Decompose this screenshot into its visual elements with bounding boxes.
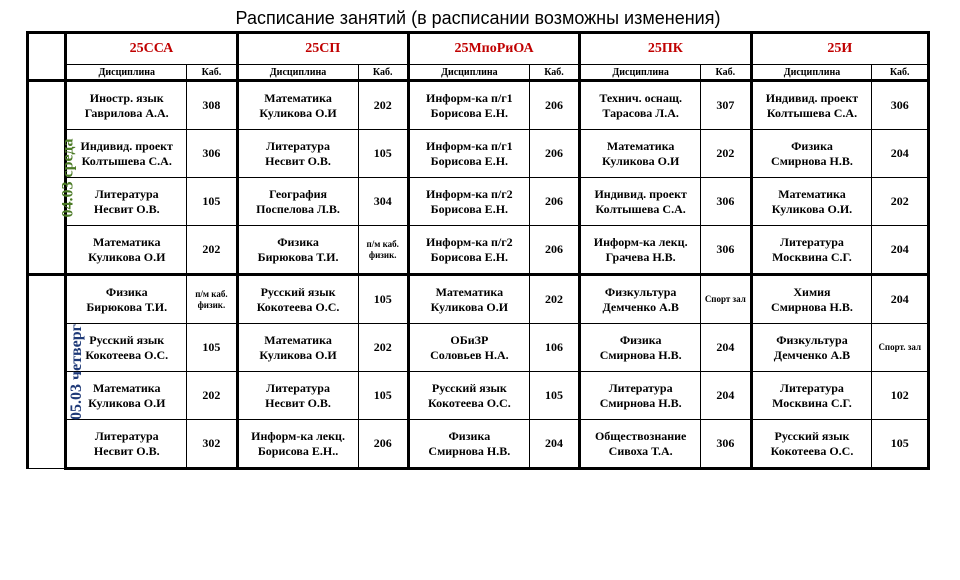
subject: Математика (92, 234, 161, 249)
teacher: Смирнова Н.В. (599, 347, 682, 362)
subject: Физкультура (604, 284, 677, 299)
room-cell: 204 (701, 372, 751, 420)
room-cell: п/м каб. физик. (187, 275, 237, 324)
teacher: Несвит О.В. (265, 395, 331, 410)
room-cell: 307 (701, 81, 751, 130)
subject: Математика (435, 284, 504, 299)
teacher: Смирнова Н.В. (771, 299, 853, 314)
lesson-cell (237, 226, 358, 275)
teacher: Куликова О.И (259, 347, 337, 362)
subject: Информ-ка п/г1 (426, 90, 513, 105)
subject: Русский язык (89, 332, 165, 347)
day-label: 04.03 среда (59, 138, 77, 217)
teacher: Бирюкова Т.И. (86, 299, 168, 314)
subject: Литература (780, 234, 844, 249)
subject: Информ-ка п/г1 (426, 138, 513, 153)
subject: Литература (608, 380, 673, 395)
lesson-cell (408, 130, 529, 178)
lesson-cell (66, 178, 187, 226)
room-cell: 202 (187, 372, 237, 420)
subject: Информ-ка лекц. (251, 428, 345, 443)
room-cell: 105 (187, 324, 237, 372)
day-label-cell (28, 275, 85, 469)
table-row (28, 226, 929, 275)
subject: Химия (793, 284, 831, 299)
room-cell: п/м каб. физик. (358, 226, 408, 275)
subject: Технич. оснащ. (599, 90, 682, 105)
subject: Русский язык (431, 380, 507, 395)
subject: Русский язык (260, 284, 336, 299)
subject: Математика (264, 90, 332, 105)
teacher: Колтышева С.А. (766, 105, 858, 120)
teacher: Колтышева С.А. (81, 153, 172, 168)
room-cell: 306 (872, 81, 929, 130)
group-header: 25МпоРиОА (408, 33, 579, 65)
teacher: Москвина С.Г. (772, 249, 852, 264)
lesson-cell (408, 372, 529, 420)
lesson-cell (580, 420, 701, 469)
teacher: Борисова Е.Н. (430, 249, 509, 264)
subject: Физика (105, 284, 148, 299)
teacher: Куликова О.И (430, 299, 509, 314)
teacher: Несвит О.В. (93, 443, 160, 458)
room-header: Каб. (358, 65, 408, 81)
subject: Математика (264, 332, 332, 347)
lesson-cell (237, 178, 358, 226)
room-header: Каб. (529, 65, 579, 81)
room-cell: 204 (872, 275, 929, 324)
discipline-header: Дисциплина (580, 65, 701, 81)
lesson-cell (66, 81, 187, 130)
teacher: Поспелова Л.В. (256, 201, 340, 216)
group-header: 25И (751, 33, 928, 65)
subject: Литература (266, 138, 330, 153)
lesson-cell (751, 81, 872, 130)
room-cell: 304 (358, 178, 408, 226)
subject: Обществознание (594, 428, 687, 443)
teacher: Борисова Е.Н. (430, 201, 509, 216)
lesson-cell (580, 81, 701, 130)
table-row (28, 275, 929, 324)
lesson-cell (66, 130, 187, 178)
teacher: Куликова О.И (259, 105, 337, 120)
teacher: Куликова О.И (601, 153, 680, 168)
room-cell: 204 (872, 226, 929, 275)
lesson-cell (408, 324, 529, 372)
room-cell: Спорт. зал (872, 324, 929, 372)
room-cell: Спорт зал (701, 275, 751, 324)
room-cell: 105 (358, 372, 408, 420)
room-cell: 206 (358, 420, 408, 469)
page-title: Расписание занятий (в расписании возможны изменения) (235, 8, 721, 28)
subject: Информ-ка п/г2 (426, 186, 513, 201)
room-cell: 306 (701, 226, 751, 275)
room-cell: 308 (187, 81, 237, 130)
table-row (28, 178, 929, 226)
room-cell: 105 (529, 372, 579, 420)
room-cell: 206 (529, 178, 579, 226)
room-cell: 202 (701, 130, 751, 178)
discipline-header: Дисциплина (751, 65, 872, 81)
teacher: Кокотеева О.С. (427, 395, 511, 410)
subject: Литература (266, 380, 330, 395)
room-cell: 204 (701, 324, 751, 372)
lesson-cell (580, 275, 701, 324)
group-header: 25ПК (580, 33, 751, 65)
day-label: 05.03 четверг (67, 324, 85, 420)
lesson-cell (66, 420, 187, 469)
room-cell: 204 (529, 420, 579, 469)
subject: Литература (94, 186, 159, 201)
lesson-cell (237, 130, 358, 178)
table-row (28, 130, 929, 178)
lesson-cell (751, 420, 872, 469)
room-cell: 306 (701, 178, 751, 226)
teacher: Борисова Е.Н. (430, 153, 509, 168)
lesson-cell (237, 372, 358, 420)
room-cell: 302 (187, 420, 237, 469)
teacher: Куликова О.И. (771, 201, 853, 216)
teacher: Кокотеева О.С. (256, 299, 340, 314)
column-header-row (28, 65, 929, 81)
lesson-cell (580, 178, 701, 226)
room-cell: 202 (358, 324, 408, 372)
lesson-cell (237, 324, 358, 372)
teacher: Борисова Е.Н. (430, 105, 509, 120)
subject: Литература (780, 380, 844, 395)
table-row (28, 81, 929, 130)
subject: Математика (606, 138, 675, 153)
subject: Русский язык (774, 428, 850, 443)
room-cell: 202 (187, 226, 237, 275)
subject: Литература (94, 428, 159, 443)
lesson-cell (408, 81, 529, 130)
room-header: Каб. (701, 65, 751, 81)
subject: Физика (791, 138, 833, 153)
lesson-cell (751, 130, 872, 178)
teacher: Смирнова Н.В. (771, 153, 853, 168)
subject: География (269, 186, 327, 201)
subject: Индивид. проект (594, 186, 687, 201)
group-header: 25СП (237, 33, 408, 65)
teacher: Соловьев Н.А. (430, 347, 509, 362)
teacher: Кокотеева О.С. (770, 443, 854, 458)
subject: ОБиЗР (450, 332, 489, 347)
lesson-cell (580, 226, 701, 275)
lesson-cell (237, 420, 358, 469)
room-cell: 106 (529, 324, 579, 372)
teacher: Грачева Н.В. (605, 249, 676, 264)
subject: Физкультура (776, 332, 848, 347)
teacher: Колтышева С.А. (595, 201, 686, 216)
lesson-cell (751, 275, 872, 324)
subject: Физика (619, 332, 662, 347)
discipline-header: Дисциплина (237, 65, 358, 81)
room-cell: 204 (872, 130, 929, 178)
lesson-cell (408, 275, 529, 324)
table-row (28, 372, 929, 420)
lesson-cell (408, 178, 529, 226)
table-row (28, 420, 929, 469)
lesson-cell (580, 130, 701, 178)
teacher: Гаврилова А.А. (84, 105, 169, 120)
subject: Иностр. язык (89, 90, 164, 105)
lesson-cell (751, 226, 872, 275)
subject: Математика (778, 186, 846, 201)
subject: Индивид. проект (80, 138, 173, 153)
lesson-cell (408, 420, 529, 469)
room-cell: 105 (358, 275, 408, 324)
table-row (28, 324, 929, 372)
subject: Физика (448, 428, 491, 443)
corner-cell (28, 33, 66, 81)
teacher: Несвит О.В. (93, 201, 160, 216)
lesson-cell (751, 178, 872, 226)
room-cell: 202 (529, 275, 579, 324)
group-header-row (28, 33, 929, 65)
teacher: Тарасова Л.А. (602, 105, 679, 120)
room-cell: 105 (872, 420, 929, 469)
room-cell: 202 (872, 178, 929, 226)
teacher: Борисова Е.Н.. (257, 443, 339, 458)
teacher: Москвина С.Г. (772, 395, 852, 410)
day-label-cell (28, 81, 77, 275)
subject: Информ-ка п/г2 (426, 234, 513, 249)
room-cell: 206 (529, 226, 579, 275)
lesson-cell (751, 324, 872, 372)
lesson-cell (66, 226, 187, 275)
room-cell: 105 (187, 178, 237, 226)
teacher: Бирюкова Т.И. (257, 249, 339, 264)
teacher: Смирнова Н.В. (599, 395, 682, 410)
room-cell: 202 (358, 81, 408, 130)
subject: Индивид. проект (765, 90, 859, 105)
discipline-header: Дисциплина (66, 65, 187, 81)
room-cell: 102 (872, 372, 929, 420)
schedule-table (26, 31, 930, 470)
subject: Математика (92, 380, 161, 395)
teacher: Демченко А.В (773, 347, 851, 362)
lesson-cell (237, 275, 358, 324)
room-cell: 306 (187, 130, 237, 178)
teacher: Демченко А.В (602, 299, 679, 314)
room-cell: 206 (529, 130, 579, 178)
room-cell: 206 (529, 81, 579, 130)
teacher: Смирнова Н.В. (428, 443, 511, 458)
group-header: 25ССА (66, 33, 237, 65)
room-header: Каб. (872, 65, 929, 81)
teacher: Куликова О.И (88, 395, 166, 410)
room-cell: 306 (701, 420, 751, 469)
teacher: Сивоха Т.А. (608, 443, 673, 458)
lesson-cell (66, 275, 187, 324)
teacher: Несвит О.В. (265, 153, 331, 168)
room-header: Каб. (187, 65, 237, 81)
lesson-cell (580, 324, 701, 372)
teacher: Кокотеева О.С. (85, 347, 169, 362)
lesson-cell (237, 81, 358, 130)
room-cell: 105 (358, 130, 408, 178)
subject: Информ-ка лекц. (593, 234, 688, 249)
subject: Физика (277, 234, 319, 249)
lesson-cell (580, 372, 701, 420)
lesson-cell (751, 372, 872, 420)
discipline-header: Дисциплина (408, 65, 529, 81)
lesson-cell (408, 226, 529, 275)
teacher: Куликова О.И (88, 249, 166, 264)
